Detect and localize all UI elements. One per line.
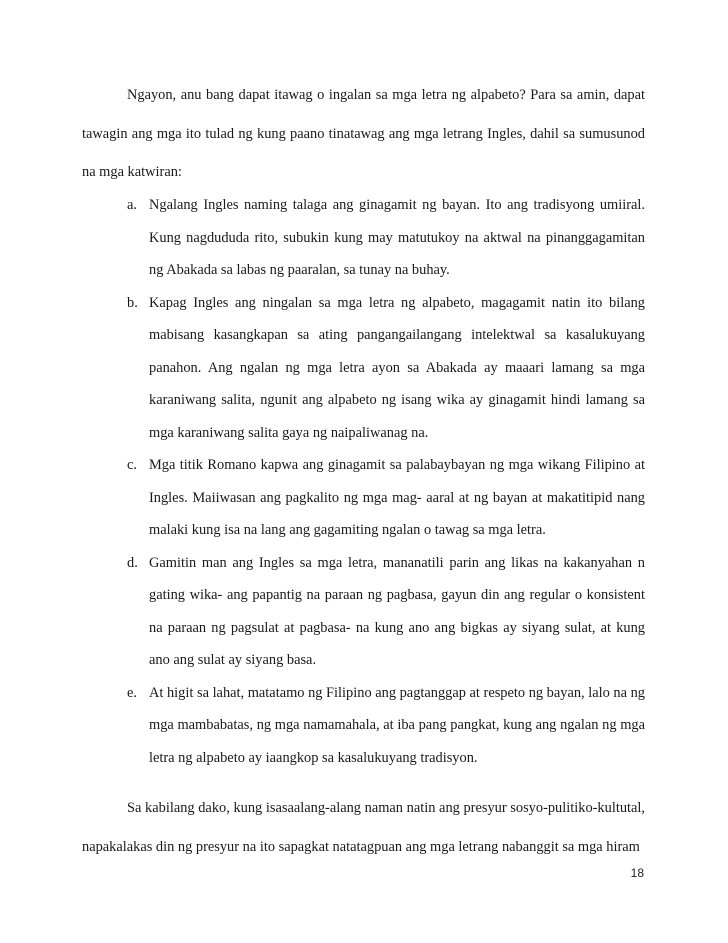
closing-paragraph: Sa kabilang dako, kung isasaalang-alang naman natin ang presyur sosyo-pulitiko-kultutal, napakalakas din ng presyur na ito sapagkat natatagpuan ang mga letrang nabanggit sa mga hiram — [82, 800, 645, 855]
list-marker: d. — [127, 554, 138, 571]
list-marker: e. — [127, 684, 137, 701]
intro-paragraph: Ngayon, anu bang dapat itawag o ingalan sa mga letra ng alpabeto? Para sa amin, dapat tawagin ang mga ito tulad ng kung paano tinatawag ang mga letrang Ingles, dahil sa sumusunod na mga katwiran: — [82, 87, 645, 180]
page-number: 18 — [630, 866, 644, 880]
list-marker: c. — [127, 457, 137, 473]
list-marker: b. — [127, 294, 138, 311]
list-item-text: Ngalang Ingles naming talaga ang ginagamit ng bayan. Ito ang tradisyong umiiral. Kung nagdududa rito, subukin kung may matutukoy na aktwal na pinanggagamitan ng Abakada sa labas ng paaralan, sa tunay na buhay. — [149, 197, 645, 278]
list-marker: a. — [127, 197, 137, 213]
list-item — [82, 287, 645, 450]
list-item-text: Gamitin man ang Ingles sa mga letra, mananatili parin ang likas na kakanyahan n gating wika- ang papantig na paraan ng pagbasa, gayun din ang regular o konsistent na paraan ng pagsulat at pagbasa- na kung ano ang bigkas ay siyang sulat, at kung ano ang sulat ay siyang basa. — [149, 554, 645, 668]
list-item — [82, 449, 645, 547]
list-item — [82, 677, 645, 775]
list-item — [82, 547, 645, 677]
list-item-text: Mga titik Romano kapwa ang ginagamit sa palabaybayan ng mga wikang Filipino at Ingles. Maiiwasan ang pagkalito ng mga mag- aaral at ng bayan at makatitipid nang malaki kung isa na lang ang gagamiting ngalan o tawag sa mga letra. — [149, 457, 645, 538]
list-item-text: Kapag Ingles ang ningalan sa mga letra ng alpabeto, magagamit natin ito bilang mabisang kasangkapan sa ating pangangailangang intelektwal sa kasalukuyang panahon. Ang ngalan ng mga letra ayon sa Abakada ay maaari lamang sa mga karaniwang salita, ngunit ang alpabeto ng isang wika ay ginagamit hindi lamang sa mga karaniwang salita gaya ng naipaliwanag na. — [149, 294, 645, 441]
list-item-text: At higit sa lahat, matatamo ng Filipino ang pagtanggap at respeto ng bayan, lalo na ng mga mambabatas, ng mga namamahala, at iba pang pangkat, kung ang ngalan ng mga letra ng alpabeto ay iaangkop sa kasalukuyang tradisyon. — [149, 684, 645, 766]
list-item — [82, 189, 645, 287]
reasons-list — [82, 189, 645, 774]
